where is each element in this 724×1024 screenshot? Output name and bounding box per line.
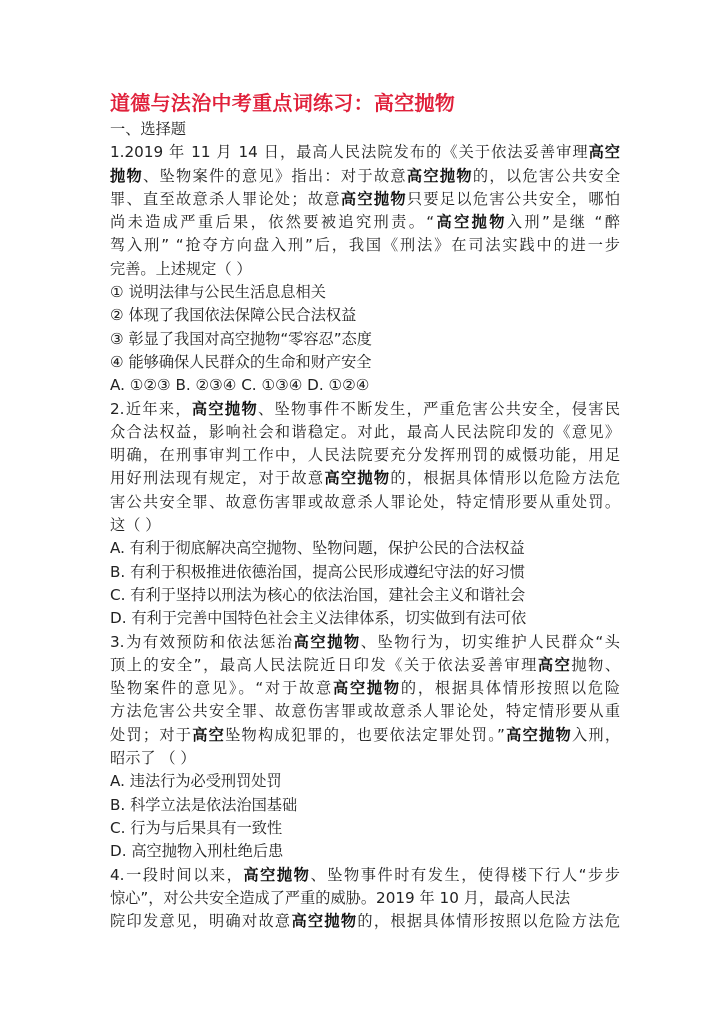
document-title: 道德与法治中考重点词练习：高空抛物 xyxy=(110,91,456,115)
text-segment: C. 有利于坚持以刑法为核心的依法治国，建社会主义和谐社会 xyxy=(110,585,526,604)
text-segment: 的，根据具体情形按照以危险方法危 xyxy=(357,912,620,931)
text-line xyxy=(110,141,620,164)
text-line xyxy=(110,794,620,817)
text-line xyxy=(110,817,620,840)
bold-keyword: 高空抛物 xyxy=(406,166,473,185)
text-segment: 完善。上述规定（ ） xyxy=(110,259,252,278)
text-segment: 只要足以危害公共安全，哪怕 xyxy=(406,189,620,208)
text-line xyxy=(110,770,620,793)
text-segment: 3.为有效预防和依法惩治 xyxy=(110,632,294,651)
text-line xyxy=(110,654,620,677)
bold-keyword: 高空抛物 xyxy=(291,912,358,931)
text-segment: D. 高空抛物入刑杜绝后患 xyxy=(110,842,284,861)
text-line xyxy=(110,631,620,654)
text-line xyxy=(110,700,620,723)
text-line xyxy=(110,724,620,747)
text-segment: 用好刑法现有规定，对于故意 xyxy=(110,469,325,488)
text-line xyxy=(110,211,620,234)
text-segment: 、坠物事件不断发生，严重危害公共安全，侵害民 xyxy=(257,399,620,418)
text-line xyxy=(110,165,620,188)
bold-keyword: 高空抛物 xyxy=(340,189,407,208)
text-segment: 入刑”是继 “醉 xyxy=(506,213,620,232)
text-line xyxy=(110,328,620,351)
text-line xyxy=(110,421,620,444)
bold-keyword: 抛物 xyxy=(110,166,143,185)
text-line xyxy=(110,258,620,281)
text-segment: 处罚；对于 xyxy=(110,725,193,744)
text-line xyxy=(110,514,620,537)
text-line xyxy=(110,444,620,467)
text-segment: ④ 能够确保人民群众的生命和财产安全 xyxy=(110,352,372,371)
document-page xyxy=(110,88,620,933)
text-line xyxy=(110,304,620,327)
text-segment: B. 科学立法是依法治国基础 xyxy=(110,795,298,814)
bold-keyword: 高空抛物 xyxy=(434,213,507,232)
text-segment: 驾入刑” “抢夺方向盘入刑”后，我国《刑法》在司法实践中的进一步 xyxy=(110,236,620,255)
bold-keyword: 高空抛物 xyxy=(243,865,311,884)
text-segment: 2.近年来， xyxy=(110,399,192,418)
text-line xyxy=(110,398,620,421)
bold-keyword: 高空抛物 xyxy=(191,399,258,418)
document-body xyxy=(110,118,620,933)
text-line xyxy=(110,607,620,630)
text-line xyxy=(110,561,620,584)
text-segment: A. ①②③ B. ②③④ C. ①③④ D. ①②④ xyxy=(110,376,370,395)
text-line xyxy=(110,887,620,910)
text-segment: 罪、直至故意杀人罪论处；故意 xyxy=(110,189,341,208)
text-line xyxy=(110,864,620,887)
bold-keyword: 高空抛物 xyxy=(332,679,401,698)
text-segment: 院印发意见，明确对故意 xyxy=(110,912,292,931)
text-line xyxy=(110,281,620,304)
text-segment: 一、选择题 xyxy=(110,120,186,138)
text-segment: 这（ ） xyxy=(110,516,161,535)
text-segment: ① 说明法律与公民生活息息相关 xyxy=(110,283,326,302)
text-line xyxy=(110,584,620,607)
bold-keyword: 高空 xyxy=(192,725,226,744)
text-line xyxy=(110,467,620,490)
bold-keyword: 高空抛物 xyxy=(324,469,391,488)
text-line xyxy=(110,374,620,397)
text-segment: 惊心”，对公共安全造成了严重的威胁。2019 年 10 月，最高人民法 xyxy=(110,888,571,907)
bold-keyword: 高空抛物 xyxy=(293,632,361,651)
text-segment: A. 有利于彻底解决高空抛物、坠物问题，保护公民的合法权益 xyxy=(110,539,525,558)
text-segment: 的，根据具体情形按照以危险 xyxy=(400,679,620,698)
text-line xyxy=(110,188,620,211)
text-segment: C. 行为与后果具有一致性 xyxy=(110,818,283,837)
text-line xyxy=(110,118,620,141)
text-segment: 顶上的安全”，最高人民法院近日印发《关于依法妥善审理 xyxy=(110,655,538,674)
text-line xyxy=(110,840,620,863)
text-segment: 1.2019 年 11 月 14 日，最高人民法院发布的《关于依法妥善审理 xyxy=(110,143,589,162)
text-segment: 的，以危害公共安全 xyxy=(472,166,620,185)
bold-keyword: 高空 xyxy=(588,143,620,162)
text-line xyxy=(110,747,620,770)
text-line xyxy=(110,910,620,933)
text-segment: 、坠物事件时有发生，使得楼下行人“步步 xyxy=(310,865,620,884)
text-line xyxy=(110,677,620,700)
text-segment: 害公共安全罪、故意伤害罪或故意杀人罪论处，特定情形要从重处罚。 xyxy=(110,492,620,511)
text-segment: 明确，在刑事审判工作中，人民法院要充分发挥刑罚的威慑功能，用足 xyxy=(110,446,620,465)
text-segment: 入刑， xyxy=(571,725,620,744)
text-segment: ② 体现了我国依法保障公民合法权益 xyxy=(110,306,357,325)
text-segment: 、坠物行为，切实维护人民群众“头 xyxy=(360,632,620,651)
text-line xyxy=(110,351,620,374)
text-segment: 4.一段时间以来， xyxy=(110,865,244,884)
text-segment: 抛物、 xyxy=(571,655,620,674)
text-line xyxy=(110,491,620,514)
text-segment: D. 有利于完善中国特色社会主义法律体系，切实做到有法可依 xyxy=(110,609,527,628)
text-segment: 坠物案件的意见》。“对于故意 xyxy=(110,679,333,698)
bold-keyword: 高空 xyxy=(537,655,572,674)
text-segment: 、坠物案件的意见》指出：对于故意 xyxy=(143,166,407,185)
text-segment: 昭示了 （ ） xyxy=(110,749,196,768)
text-segment: 的，根据具体情形以危险方法危 xyxy=(390,469,620,488)
text-segment: ③ 彰显了我国对高空抛物“零容忍”态度 xyxy=(110,329,372,348)
text-segment: 坠物构成犯罪的，也要依法定罪处罚。” xyxy=(225,725,505,744)
text-segment: A. 违法行为必受刑罚处罚 xyxy=(110,772,282,791)
text-line xyxy=(110,234,620,257)
text-segment: 众合法权益，影响社会和谐稳定。对此，最高人民法院印发的《意见》 xyxy=(110,422,620,441)
bold-keyword: 高空抛物 xyxy=(504,725,572,744)
text-segment: 方法危害公共安全罪、故意伤害罪或故意杀人罪论处，特定情形要从重 xyxy=(110,702,620,721)
text-line xyxy=(110,537,620,560)
text-segment: 尚未造成严重后果，依然要被追究刑责。“ xyxy=(110,213,435,232)
text-segment: B. 有利于积极推进依德治国，提高公民形成遵纪守法的好习惯 xyxy=(110,562,525,581)
